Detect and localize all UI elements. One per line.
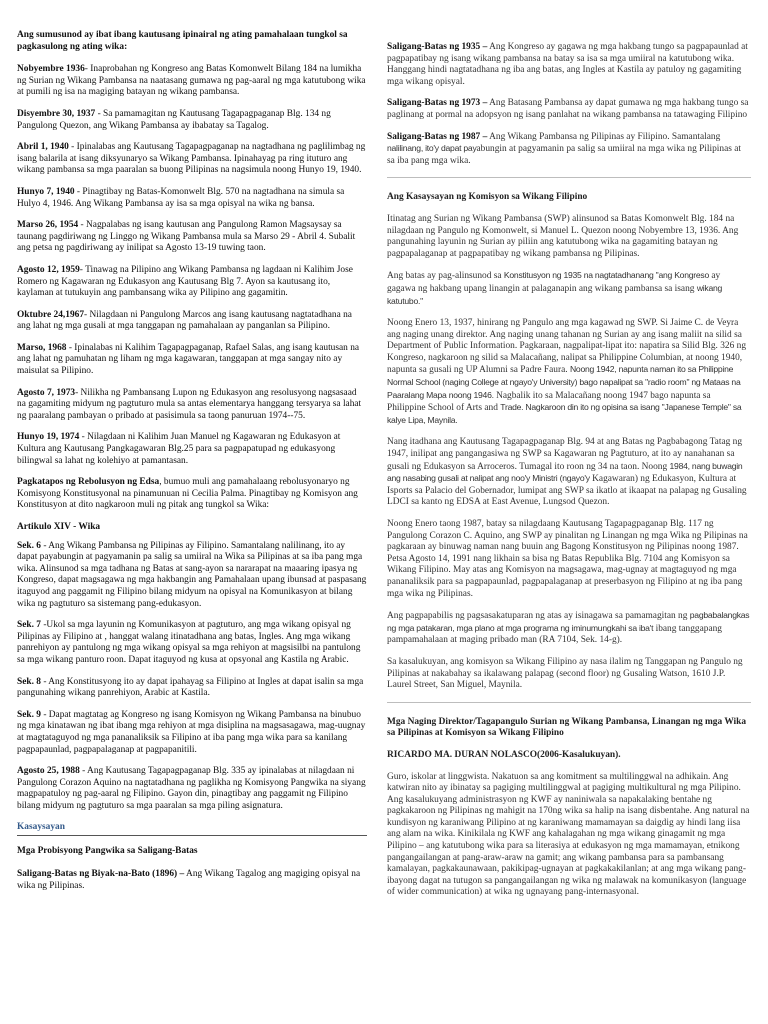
law-item: Oktubre 24,1967- Nilagdaan ni Pangulong Marcos ang isang kautusang nagtatadhana na ang lahat ng mga gusali at mga tanggapan ng pamahalaan ay panganlan sa Pilipino. (17, 309, 352, 332)
paragraph: Sa kasalukuyan, ang komisyon sa Wikang Filipino ay nasa ilalim ng Tanggapan ng Pangulo ng Pilipinas at nakabahay sa ikalawang palapag (second floor) ng Gusaling Watson, 1610 J.P. Laurel Street, San Miguel, Maynila. (387, 656, 743, 691)
section-item: Sek. 6 - Ang Wikang Pambansa ng Pilipinas ay Filipino. Samantalang nalilinang, ito ay dapat payabungin at pagyamanin pa salig sa umiiral na Wika sa Pilipinas at sa iba pang mga wika. Alinsunod sa mga tadhana ng Batas at sang-ayon sa nararapat na maaaring ipasya ng Kongreso, dapat magsagawa ng mga hakbangin ang Pamahalaan upang ibunsad at paspasang itaguyod ang paggamit ng Filipino bilang midyum na opisyal na Komunikasyon at bilang wika ng pagtuturo sa sistemang pang-edukasyon. (17, 540, 367, 609)
artikulo-title: Artikulo XIV - Wika (17, 522, 101, 532)
section-divider (387, 177, 751, 178)
law-item: Hunyo 19, 1974 - Nilagdaan ni Kalihim Juan Manuel ng Kagawaran ng Edukasyon at Kultura ang Kautusang Pangkagawaran Blg.25 para sa pagpapatupad ng edukasyong bilingwal sa lahat ng kolehiyo at pamantasan. (17, 432, 341, 466)
paragraph: Noong Enero 13, 1937, hinirang ng Pangulo ang mga kagawad ng SWP. Si Jaime C. de Veyra ang naging unang direktor. Ang naging unang tahanan ng Surian ay ang isang maliit na silid sa Department of Public Information. Pagkaraan, nagpalipat-lipat ito: napatira sa Silid Blg. 326 ng Kongreso, nagkaroon ng silid sa Malacañang, nalipat sa Philippine Columbian, at noong 1940, napunta sa gusali ng UP Alumni sa Padre Faura. Noong 1942, napunta naman ito sa Philippine Normal School (naging College at ngayo'y University) bago napalipat sa "radio room" ng Mataas na Paaralang Mapa noong 1946. Nagbalik ito sa Malacañang noong 1947 bago napunta sa Philippine School of Arts and Trade. Nagkaroon din ito ng opisina sa isang "Japanese Temple" sa kalye Lipa, Maynila. (387, 318, 747, 425)
section-item: Sek. 7 -Ukol sa mga layunin ng Komunikasyon at pagtuturo, ang mga wikang opisyal ng Pilipinas ay Filipino at , hanggat walang itinatadhana ang batas, Ingles. Ang mga wikang panrehiyon ay pantulong ng mga wikang opisyal sa mga rehiyon at magsisilbi na pantulong sa mga wikang panturo roon. Dapat itaguyod ng kusa at opsyonal ang Kastila ng Arabic. (17, 620, 361, 665)
right-column (387, 42, 751, 909)
probisyon-title: Mga Probisyong Pangwika sa Saligang-Batas (17, 846, 198, 857)
law-item: Agosto 7, 1973- Nilikha ng Pambansang Lupon ng Edukasyon ang resolusyong nagsasaad na gagamiting midyum ng pagtuturo mula sa antas elementarya hanggang tersyarya sa lahat ng paaralang pambayan o pribado at pasisimula sa taong panuruan 1974--75. (17, 387, 362, 421)
constitution-item: Saligang-Batas ng Biyak-na-Bato (1896) – Ang Wikang Tagalog ang magiging opisyal na wika ng Pilipinas. (17, 869, 361, 891)
law-item: Hunyo 7, 1940 - Pinagtibay ng Batas-Komonwelt Blg. 570 na nagtadhana na simula sa Hulyo 4, 1946. Ang Wikang Pambansa ay isa sa mga opisyal na wika ng bansa. (17, 186, 345, 209)
constitution-item: Saligang-Batas ng 1987 – Ang Wikang Pambansa ng Pilipinas ay Filipino. Samantalang nalilinang, ito'y dapat payabungin at pagyamanin pa salig sa umiiral na mga wika ng Pilipinas at sa iba pang mga wika. (387, 131, 742, 166)
section-item: Sek. 9 - Dapat magtatag ag Kongreso ng isang Komisyon ng Wikang Pambansa na binubuo ng mga kinatawan ng ibat ibang mga rehiyon at mga disiplina na magsasagawa, mag-uugnay at magtataguyod ng mga pananaliksik sa Filipino at iba pang mga wika para sa kanilang pagpapaunlad, pagpapalaganap at pagpapanitili. (17, 709, 366, 755)
law-item: Nobyembre 1936- Inaprobahan ng Kongreso ang Batas Komonwelt Bilang 184 na lumikha ng Surian ng Wikang Pambansa na naatasang gumawa ng pag-aaral ng mga katutubong wika at pumili ng isa na magiging batayan ng wikang pambansa. (17, 64, 366, 98)
law-item: Marso, 1968 - Ipinalabas ni Kalihim Tagapagpaganap, Rafael Salas, ang isang kautusan na ang lahat ng pamuhatan ng liham ng mga kagawaran, tanggapan at mga sangay nito ay maisulat sa Pilipino. (17, 342, 360, 377)
law-item: Disyembre 30, 1937 - Sa pamamagitan ng Kautusang Tagapagpaganap Blg. 134 ng Pangulong Quezon, ang Wikang Pambansa ay ibabatay sa Tagalog. (17, 108, 331, 131)
constitution-item: Saligang-Batas ng 1973 – Ang Batasang Pambansa ay dapat gumawa ng mga hakbang tungo sa paglinang at pormal na adopsyon ng isang panlahat na wikang pambansa na tatawaging Filipino (387, 98, 749, 120)
komisyon-title: Ang Kasaysayan ng Komisyon sa Wikang Filipino (387, 192, 588, 203)
paragraph: Ang batas ay pag-alinsunod sa Konstitusyon ng 1935 na nagtatadhanang "ang Kongreso ay gagawa ng hakbang upang linangin at palaganapin ang wikang pambansa sa isang wikang katutubo." (387, 270, 723, 306)
law-item: Marso 26, 1954 - Nagpalabas ng isang kautusan ang Pangulong Ramon Magsaysay sa taunang pagdiriwang ng Linggo ng Wikang Pambansa mula sa Marso 29 - Abril 4. Subalit ang petsa ng pagdiriwang ay inilipat sa Agosto 13-19 tuwing taon. (17, 220, 356, 254)
paragraph: Noong Enero taong 1987, batay sa nilagdaang Kautusang Tagapagpaganap Blg. 117 ng Pangulong Corazon C. Aquino, ang SWP ay pinalitan ng Linangan ng mga Wika ng Pilipinas na pagkaraan ay binuwag naman nang buuin ang Bagong Konstitusyon ng Pilipinas noong 1987. Petsa Agosto 14, 1991 nang likhain sa bisa ng Batas Republika Blg. 7104 ang Komisyon sa Wikang Filipino. May atas ang Komisyon na magsagawa, mag-ugnay at magtaguyod ng mga pananaliksik para sa pagpapaunlad, pagpapalaganap at preserbasyon ng Filipino at ng iba pang mga wika ng Pilipinas. (387, 519, 748, 599)
section-divider (387, 702, 751, 703)
section-item: Sek. 8 - Ang Konstitusyong ito ay dapat ipahayag sa Filipino at Ingles at dapat isalin sa mga pangunahing wikang panrehiyon, Arabic at Kastila. (17, 676, 364, 699)
director-name: RICARDO MA. DURAN NOLASCO(2006-Kasalukuyan). (387, 749, 621, 760)
direktor-title: Mga Naging Direktor/Tagapangulo Surian ng Wikang Pambansa, Linangan ng mga Wika sa Pilipinas at Komisyon sa Wikang Filipino (387, 716, 747, 739)
section-divider (17, 835, 367, 836)
left-column (17, 30, 367, 902)
law-item: Agosto 25, 1988 - Ang Kautusang Tagapagpaganap Blg. 335 ay ipinalabas at nilagdaan ni Pangulong Corazon Aquino na nagtatadhana ng paglikha ng Komisyong Pangwika na siyang magpapatuloy ng pag-aaral ng Filipino. Gayon din, pinagtibay ang paggamit ng Filipino bilang midyum ng pagtuturo sa mga paaralan sa mga piling asignatura. (17, 766, 366, 811)
law-item: Abril 1, 1940 - Ipinalabas ang Kautusang Tagapagpaganap na nagtadhana ng paglilimbag ng isang balarila at isang diksyunaryo sa Wikang Pambansa. Ipinahayag pa ring ituturo ang wikang pambansa sa mga paaralan sa buong Pilipinas na nagsimula noong Hunyo 19, 1940. (17, 142, 366, 176)
paragraph: Guro, iskolar at linggwista. Nakatuon sa ang komitment sa multilinggwal na adhikain. Ang katwiran nito ay ibinatay sa pagiging multilinggwal at pagiging multikultural ng mga Pilipino. Ang kasalukuyang administrasyon ng KWF ay naniniwala sa napakalaking bentahe ng pagkakaroon ng Pilipinas ng mahigit na 170ng wika sa halip na isang disbentahe. Ang natural na kundisyon ng karaniwang Pilipino at ng karaniwang mamamayan sa daigdig ay hindi lang iisa ang alam na wika. Kinikilala ng KWF ang kahalagahan ng mga wikang ginagamit ng mga Pilipino – ang katutubong wika para sa literasiya at edukasyon ng mga mamamayan, etnikong pangangailangan at pang-araw-araw na gamit; ang wikang pambansa para sa pambansang kamalayan, pagkakaunawaan, pakikipag-ugnayan at pagkakakilanlan; at ang mga wikang pang-ibayong dagat na tutugon sa pangangailangan ng wika ng malawak na komunikasyon (language of wider communication) at wika ng ugnayang pang-internasyonal. (387, 771, 750, 898)
law-item: Pagkatapos ng Rebolusyon ng Edsa, bumuo muli ang pamahalaang rebolusyonaryo ng Komisyong Konstitusyonal na pinamunuan ni Cecilia Palma. Pinagtibay ng Komisyon ang Konstitusyon at dito nagkaroon muli ng pitak ang tungkol sa Wika: (17, 477, 358, 511)
intro-heading: Ang sumusunod ay ibat ibang kautusang ipinairal ng ating pamahalaan tungkol sa pagkasulong ng ating wika: (17, 30, 348, 52)
constitution-item: Saligang-Batas ng 1935 – Ang Kongreso ay gagawa ng mga hakbang tungo sa pagpapaunlad at pagpapatibay ng isang wikang pambansa na batay sa isa sa mga umiiral na katutubong wika. Hanggang hindi nagtatadhana ng iba ang batas, ang Ingles at Kastila ay patuloy ng gagamiting mga wikang opisyal. (387, 42, 748, 87)
law-item: Agosto 12, 1959- Tinawag na Pilipino ang Wikang Pambansa ng lagdaan ni Kalihim Jose Romero ng Kagawaran ng Edukasyon ang Kautusang Blg 7. Ayon sa kautusang ito, kaylaman at tutukuyin ang pambansang wika ay Pilipino ang gagamitin. (17, 264, 353, 299)
kasaysayan-label: Kasaysayan (17, 822, 65, 833)
paragraph: Nang itadhana ang Kautusang Tagapagpaganap Blg. 94 at ang Batas ng Pagbabagong Tatag ng 1947, inilipat ang pangangasiwa ng SWP sa Kagawaran ng Pagtuturo, at ito ay nanahanan sa gusali ng Edukasyon sa Arroceros. Tumagal ito roon ng 34 na taon. Noong 1984, nang buwagin ang nasabing gusali at nalipat ang noo'y Ministri (ngayo'y Kagawaran) ng Edukasyon, Kultura at Isports sa Palacio del Gobernador, lumipat ang SWP sa ikatlo at ikaapat na palapag ng Gusaling LDCI sa kanto ng EDSA at East Avenue, Lungsod Quezon. (387, 437, 747, 508)
paragraph: Ang pagpapabilis ng pagsasakatuparan ng atas ay isinagawa sa pamamagitan ng pagbabalangkas ng mga patakaran, mga plano at mga programa ng iminumungkahi sa iba't ibang tanggapang pampamahalaan at maging pribado man (RA 7104, Sek. 14-g). (387, 610, 750, 646)
paragraph: Itinatag ang Surian ng Wikang Pambansa (SWP) alinsunod sa Batas Komonwelt Blg. 184 na nilagdaan ng Pangulo ng Komonwelt, si Manuel L. Quezon noong Nobyembre 13, 1936. Ang pangunahing layunin ng Surian ay piliin ang katutubong wika na gagamiting batayan ng pagpapalaganap at pagpapatibay ng wikang pambansa ng Pilipinas. (387, 213, 739, 259)
